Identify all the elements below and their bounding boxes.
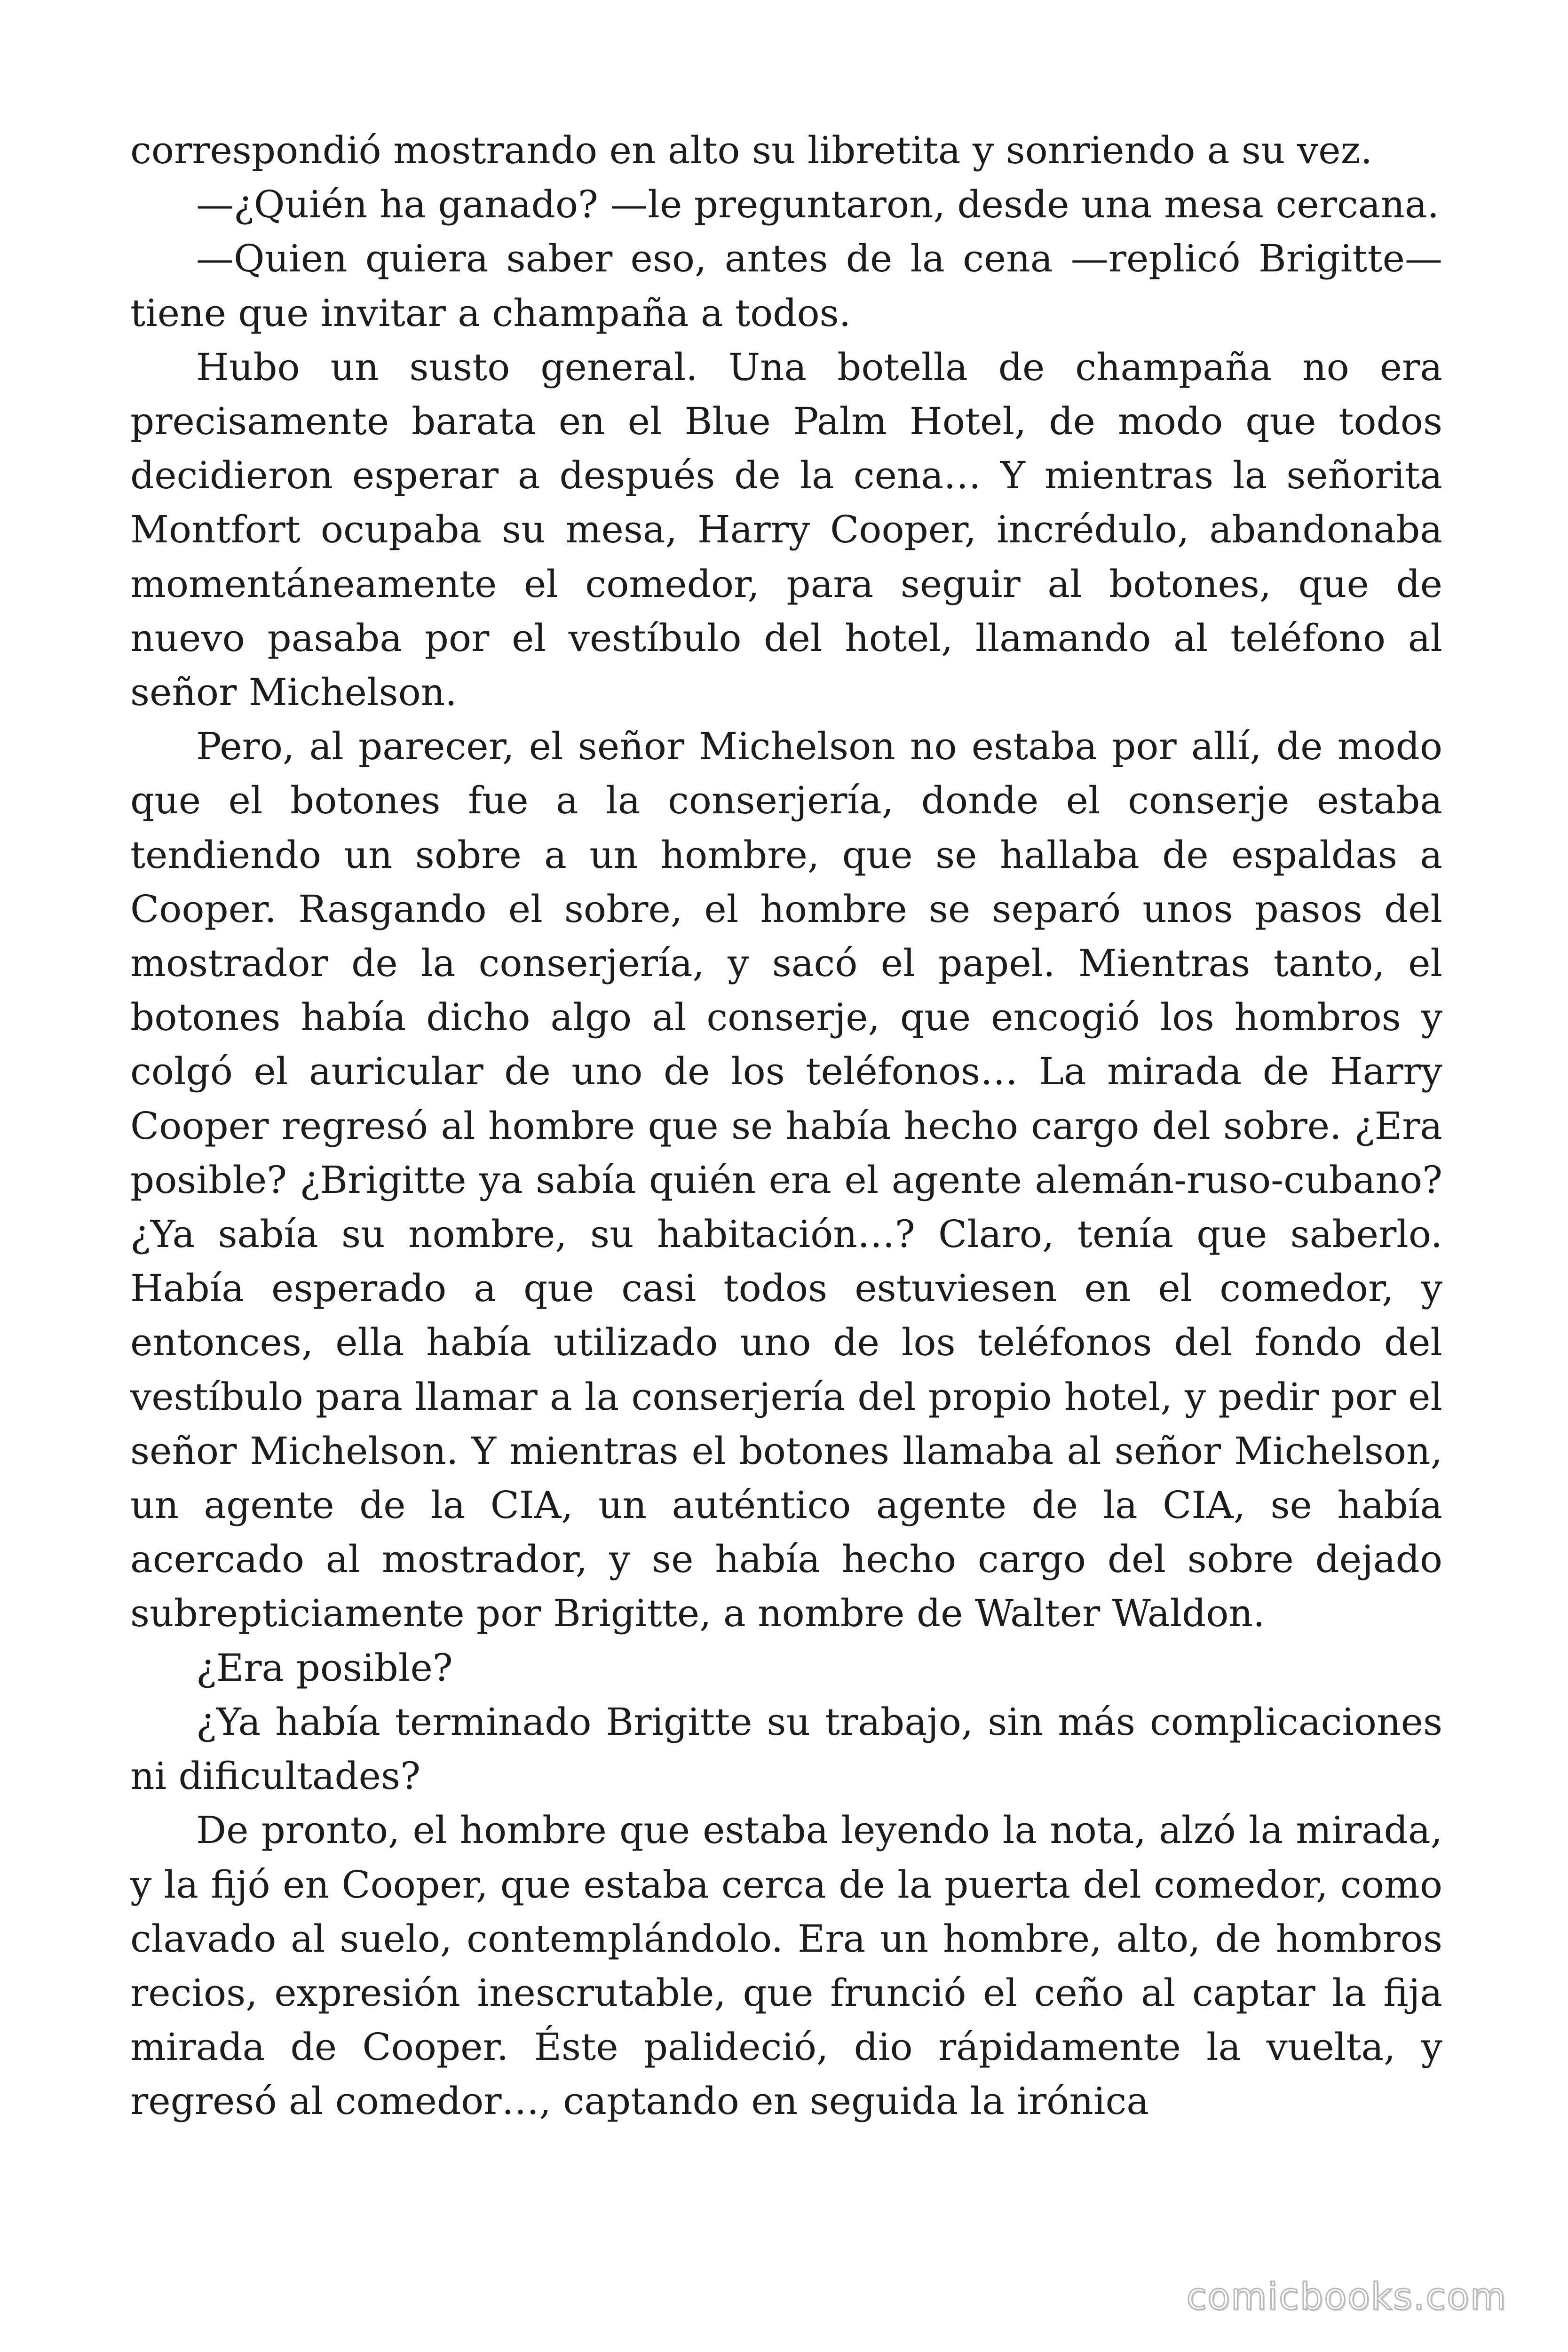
paragraph-3: —Quien quiera saber eso, antes de la cena —replicó Brigitte— tiene que invitar a champaña a todos. <box>130 237 1442 335</box>
paragraph-8: De pronto, el hombre que estaba leyendo la nota, alzó la mirada, y la fijó en Cooper, que estaba cerca de la puerta del comedor, como clavado al suelo, contemplándolo. Era un hombre, alto, de hombros recios, expresión inescrutable, que frunció el ceño al captar la fija mirada de Cooper. Éste palideció, dio rápidamente la vuelta, y regresó al comedor…, captando en seguida la irónica <box>130 1808 1442 2123</box>
watermark-text: comicbooks.com <box>1186 2276 1507 2318</box>
book-page-text <box>130 123 1442 2240</box>
paragraph-5: Pero, al parecer, el señor Michelson no estaba por allí, de modo que el botones fue a la conserjería, donde el conserje estaba tendiendo un sobre a un hombre, que se hallaba de espaldas a Cooper. Rasgando el sobre, el hombre se separó unos pasos del mostrador de la conserjería, y sacó el papel. Mientras tanto, el botones había dicho algo al conserje, que encogió los hombros y colgó el auricular de uno de los teléfonos… La mirada de Harry Cooper regresó al hombre que se había hecho cargo del sobre. ¿Era posible? ¿Brigitte ya sabía quién era el agente alemán-ruso-cubano? ¿Ya sabía su nombre, su habitación…? Claro, tenía que saberlo. Había esperado a que casi todos estuviesen en el comedor, y entonces, ella había utilizado uno de los teléfonos del fondo del vestíbulo para llamar a la conserjería del propio hotel, y pedir por el señor Michelson. Y mientras el botones llamaba al señor Michelson, un agente de la CIA, un auténtico agente de la CIA, se había acercado al mostrador, y se había hecho cargo del sobre dejado subrepticiamente por Brigitte, a nombre de Walter Waldon. <box>130 724 1442 1636</box>
paragraph-1: correspondió mostrando en alto su libretita y sonriendo a su vez. <box>130 128 1373 172</box>
paragraph-4: Hubo un susto general. Una botella de champaña no era precisamente barata en el Blue Palm Hotel, de modo que todos decidieron esperar a después de la cena… Y mientras la señorita Montfort ocupaba su mesa, Harry Cooper, incrédulo, abandonaba momentáneamente el comedor, para seguir al botones, que de nuevo pasaba por el vestíbulo del hotel, llamando al teléfono al señor Michelson. <box>130 345 1442 715</box>
paragraph-7: ¿Ya había terminado Brigitte su trabajo, sin más complicaciones ni dificultades? <box>130 1700 1442 1798</box>
paragraph-6: ¿Era posible? <box>196 1645 453 1690</box>
paragraph-2: —¿Quién ha ganado? —le preguntaron, desde una mesa cercana. <box>196 183 1440 227</box>
